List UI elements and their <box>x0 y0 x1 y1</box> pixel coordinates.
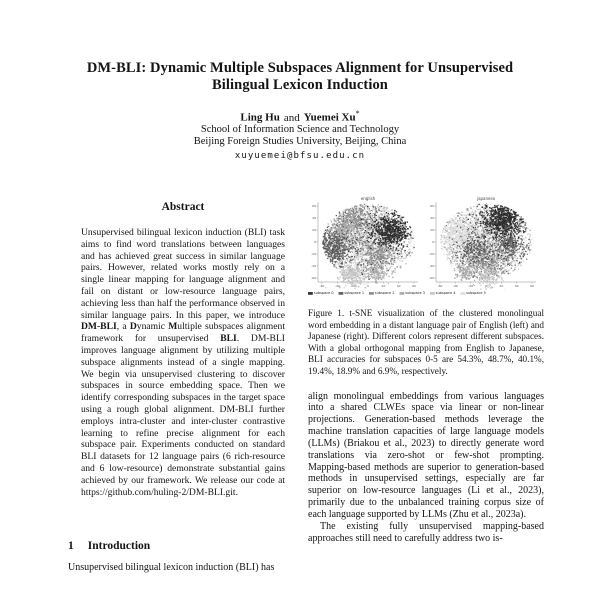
tsne-canvas-english <box>308 194 420 290</box>
legend-label: subspace 3 <box>405 291 425 296</box>
legend-item <box>460 291 486 295</box>
legend-item <box>308 291 334 295</box>
right-column <box>308 194 544 545</box>
legend-label: subspace 0 <box>313 291 334 296</box>
body-paragraph-1: align monolingual embeddings from various languages into a shared CLWEs space via linear or non-linear projections. Generation-based methods leverage the machine translation capacities of large language models (LLMs) (Briakou et al., 2023) to directly generate word translations via zero-shot or few-shot prompting. Mapping-based methods are superior to generation-based methods in unsupervised settings, especially are far superior on low-resource languages (Li et al., 2023), primarily due to the unbalanced training corpus size of each language supported by LLMs (Zhu et al., 2023a). <box>308 390 544 520</box>
corresponding-author-mark: * <box>355 109 360 118</box>
tsne-plots <box>308 194 544 290</box>
legend-swatch <box>338 292 343 295</box>
text-segment: ultiple subspaces alignment framework for unsupervised <box>81 321 285 345</box>
figure-legend-row <box>308 291 538 295</box>
author-and: and <box>283 111 300 124</box>
paper-title <box>0 60 600 94</box>
legend-label: subspace 2 <box>374 291 395 296</box>
text-segment: ynamic <box>136 321 169 333</box>
legend-item <box>430 291 456 295</box>
legend-swatch <box>399 292 404 295</box>
paper-title-line1: DM-BLI: Dynamic Multiple Subspaces Alignment for Unsupervised <box>86 60 514 76</box>
text-segment: D <box>129 321 137 333</box>
tsne-plot-japanese <box>426 194 538 290</box>
figure-1 <box>308 194 544 296</box>
tsne-plot-english <box>308 194 420 290</box>
text-segment: BLI <box>220 333 237 345</box>
affiliation-line1: School of Information Science and Technology <box>200 123 400 135</box>
text-segment: , a <box>116 321 130 333</box>
author-yuemei-xu: Yuemei Xu <box>303 111 356 124</box>
text-segment: DM-BLI <box>81 321 117 333</box>
legend-label: subspace 1 <box>344 291 365 296</box>
legend-item <box>338 291 364 295</box>
text-segment: . <box>235 486 238 498</box>
affiliation-line2: Beijing Foreign Studies University, Beijing, China <box>193 136 407 148</box>
abstract-text <box>81 227 285 498</box>
legend-item <box>369 291 395 295</box>
left-column <box>68 201 298 574</box>
section-title: Introduction <box>87 540 151 553</box>
legend-label: subspace 4 <box>435 291 456 296</box>
text-segment: . DM-BLI improves language alignment by utilizing multiple subspace alignments instead of a single mapping. We begin via unsupervised clustering to discover subspaces in source embedding space. Then we identify corresponding subspaces in the target space using a rough global alignment. DM-BLI further employs intra-cluster and inter-cluster contrastive learning to refine precise alignment for each subspace pair. Experiments conducted on standard BLI datasets for 12 language pairs (6 rich-resource and 6 low-resource) demonstrate substantial gains achieved by our framework. We release our code at <box>81 333 286 486</box>
right-column-body <box>308 391 544 545</box>
introduction-first-line: Unsupervised bilingual lexicon induction (BLI) has <box>68 562 275 574</box>
legend-label: subspace 5 <box>466 291 486 296</box>
email-link[interactable]: xuyuemei@bfsu.edu.cn <box>234 150 366 161</box>
author-ling-hu: Ling Hu <box>240 111 280 124</box>
abstract-heading: Abstract <box>161 201 205 213</box>
figure-legend <box>308 291 544 296</box>
text-segment: M <box>168 321 178 333</box>
legend-swatch <box>369 292 374 295</box>
legend-swatch <box>460 292 465 295</box>
section-heading-introduction <box>68 540 298 552</box>
paper-header <box>0 60 600 161</box>
tsne-canvas-japanese <box>426 194 538 290</box>
body-paragraph-2: The existing fully unsupervised mapping-based approaches still need to carefully address two is- <box>308 520 544 544</box>
legend-swatch <box>430 292 435 295</box>
author-line <box>0 109 600 124</box>
figure-1-caption: Figure 1. t-SNE visualization of the clustered monolingual word embedding in a distant language pair of English (left) and Japanese (right). Different colors represent different subspaces. With a global orthogonal mapping from English to Japanese, BLI accuracies for subspaces 0-5 are 54.3%, 48.7%, 40.1%, 19.4%, 18.9% and 6.9%, respectively. <box>308 308 544 376</box>
section-number: 1 <box>68 540 74 553</box>
legend-swatch <box>308 292 313 295</box>
legend-item <box>399 291 425 295</box>
paper-title-line2: Bilingual Lexicon Induction <box>212 77 388 93</box>
text-segment: Unsupervised bilingual lexicon induction (BLI) task aims to find word translations between languages and has achieved great success in similar language pairs. However, related works mostly rely on a single linear mapping for language alignment and fail on distant or low-resource language pairs, achieving less than half the performance observed in similar language pairs. In this paper, we introduce <box>81 227 285 321</box>
inline-link[interactable]: https://github.com/huling-2/DM-BLI.git <box>81 486 236 498</box>
